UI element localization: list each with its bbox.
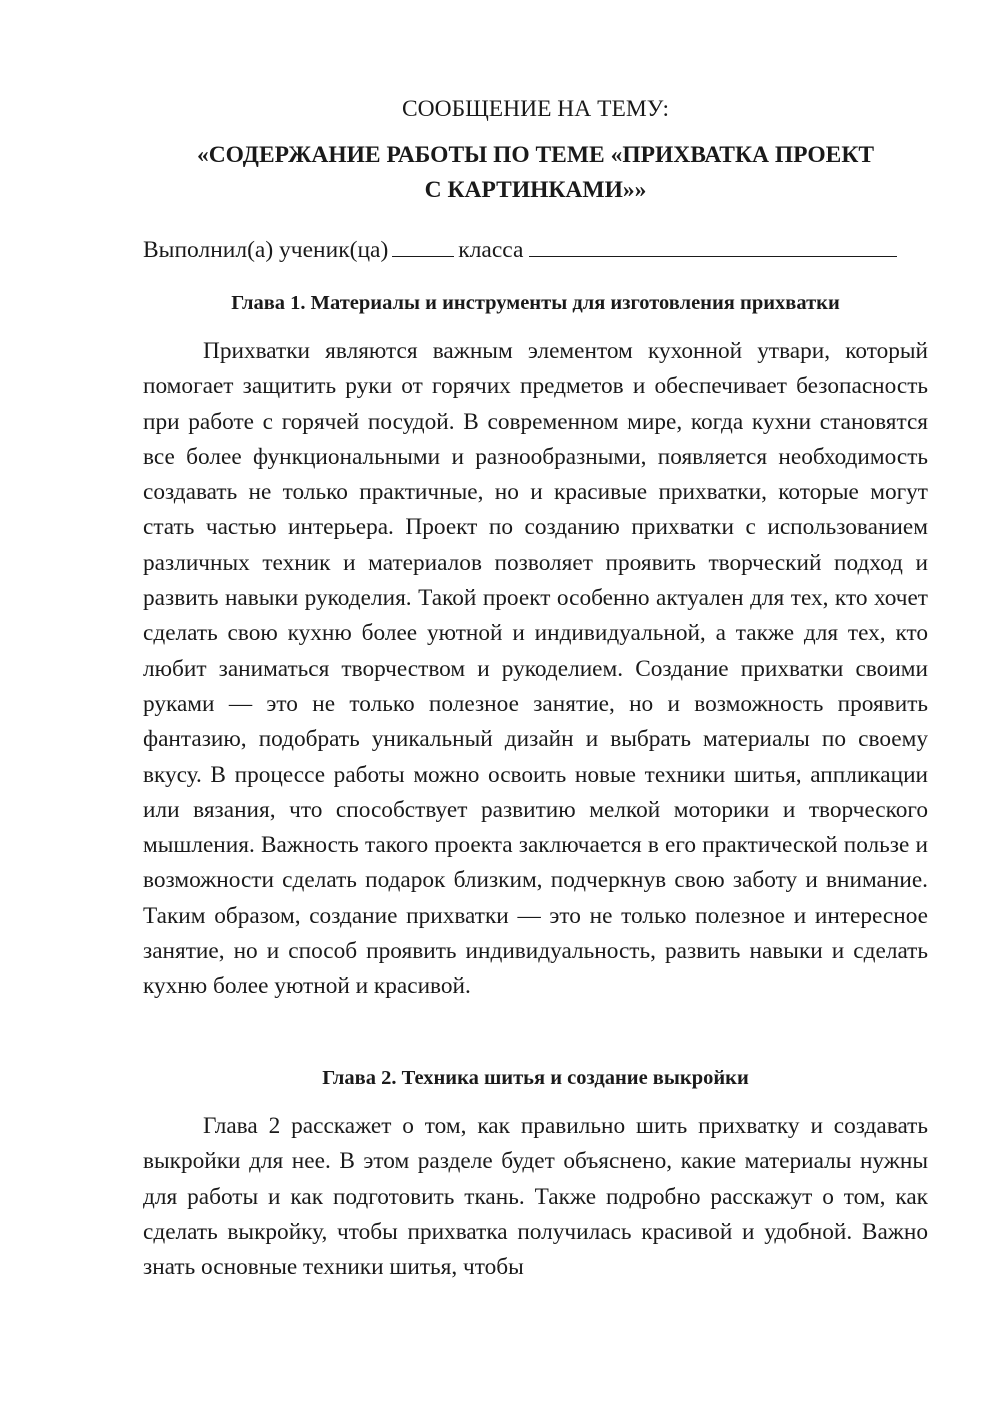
class-label: класса — [458, 237, 524, 263]
document-subtitle: СООБЩЕНИЕ НА ТЕМУ: — [401, 96, 670, 122]
document-title: «СОДЕРЖАНИЕ РАБОТЫ ПО ТЕМЕ «ПРИХВАТКА ПРОЕКТ С КАРТИНКАМИ»» — [196, 142, 875, 203]
author-line — [143, 230, 928, 268]
chapter-2-heading: Глава 2. Техника шитья и создание выкройки — [322, 1067, 749, 1089]
chapter-1-paragraph: Прихватки являются важным элементом кухонной утвари, который помогает защитить руки от горячих предметов и обеспечивает безопасность при работе с горячей посудой. В современном мире, когда кухни становятся все более функциональными и разнообразными, появляется необходимость создавать не только практичные, но и красивые прихватки, которые могут стать частью интерьера. Проект по созданию прихватки с использованием различных техник и материалов позволяет проявить творческий подход и развить навыки рукоделия. Такой проект особенно актуален для тех, кто хочет сделать свою кухню более уютной и индивидуальной, а также для тех, кто любит заниматься творчеством и рукоделием. Создание прихватки своими руками — это не только полезное занятие, но и возможность проявить фантазию, подобрать уникальный дизайн и выбрать материалы по своему вкусу. В процессе работы можно освоить новые техники шитья, аппликации или вязания, что способствует развитию мелкой моторики и творческого мышления. Важность такого проекта заключается в его практической пользе и возможности сделать подарок близким, подчеркнув свою заботу и внимание. Таким образом, создание прихватки — это не только полезное и интересное занятие, но и способ проявить индивидуальность, развить навыки и сделать кухню более уютной и красивой. — [143, 338, 928, 1000]
author-prefix: Выполнил(а) ученик(ца) — [143, 237, 389, 263]
chapter-2-paragraph: Глава 2 расскажет о том, как правильно шить прихватку и создавать выкройки для нее. В этом разделе будет объяснено, какие материалы нужны для работы и как подготовить ткань. Также подробно расскажут о том, как сделать выкройку, чтобы прихватка получилась красивой и удобной. Важно знать основные техники шитья, чтобы — [143, 1113, 928, 1281]
student-name-blank — [529, 230, 897, 257]
chapter-1-heading: Глава 1. Материалы и инструменты для изготовления прихватки — [231, 292, 840, 314]
class-number-blank — [392, 230, 454, 257]
